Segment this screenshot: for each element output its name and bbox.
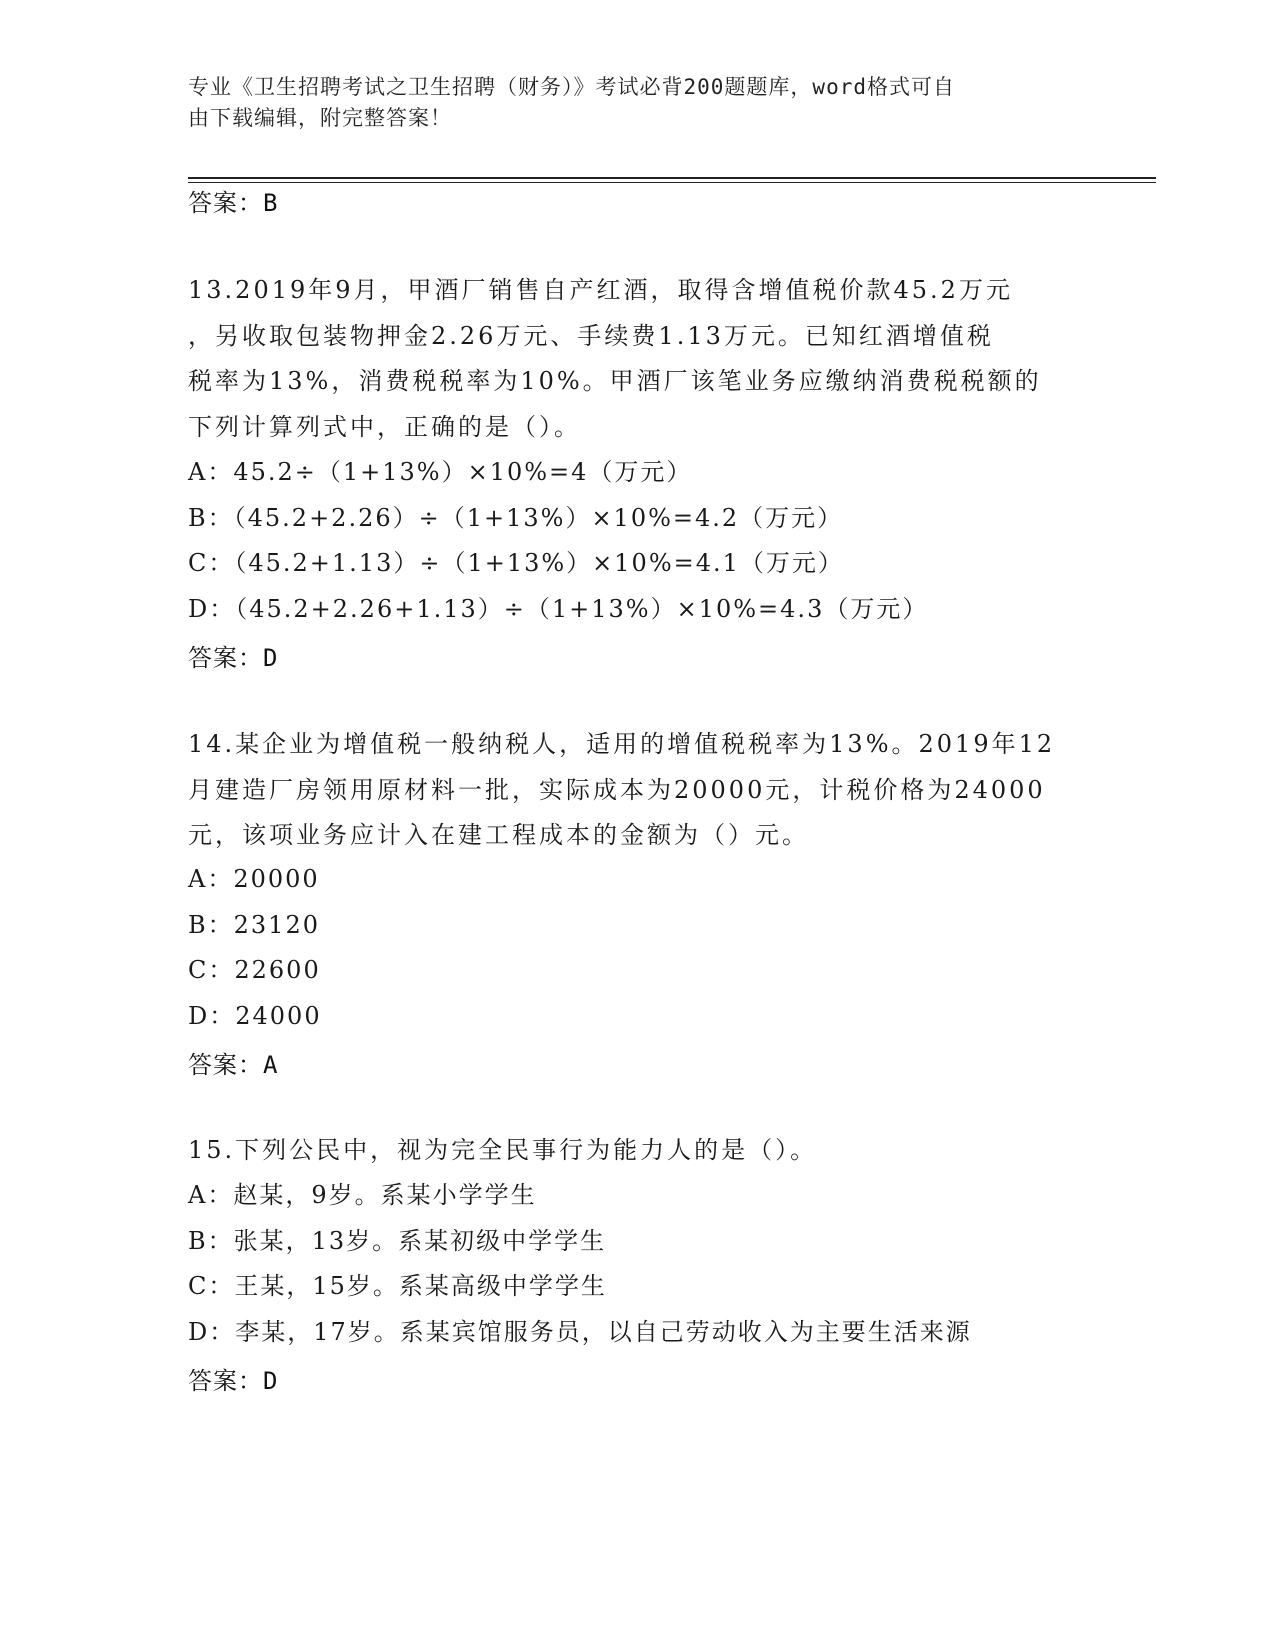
question-14-options — [188, 857, 1088, 1039]
header-line-2: 由下载编辑，附完整答案！ — [188, 106, 452, 130]
option-b: B：（45.2+2.26）÷（1+13%）×10%=4.2（万元） — [188, 503, 844, 532]
answer-15: 答案：D — [188, 1367, 279, 1395]
page-header — [188, 72, 1068, 134]
question-stem-line: 13.2019年9月，甲酒厂销售自产红酒，取得含增值税价款45.2万元 — [188, 276, 1013, 304]
question-13-stem — [188, 268, 1088, 450]
question-stem-line: 下列计算列式中，正确的是（）。 — [188, 412, 581, 441]
answer-13: 答案：D — [188, 644, 279, 672]
question-15-stem — [188, 1128, 1088, 1174]
question-stem-line: 元，该项业务应计入在建工程成本的金额为（）元。 — [188, 821, 809, 849]
answer-previous: 答案：B — [188, 189, 279, 217]
option-d: D：（45.2+2.26+1.13）÷（1+13%）×10%=4.3（万元） — [188, 594, 929, 623]
option-a: A：赵某，9岁。系某小学学生 — [188, 1181, 537, 1209]
question-stem-line: 15.下列公民中，视为完全民事行为能力人的是（）。 — [188, 1136, 818, 1164]
answer-14: 答案：A — [188, 1051, 279, 1079]
option-b: B：张某，13岁。系某初级中学学生 — [188, 1226, 607, 1255]
option-c: C：王某，15岁。系某高级中学学生 — [188, 1272, 607, 1300]
option-b: B：23120 — [188, 910, 320, 939]
question-stem-line: 税率为13%，消费税税率为10%。甲酒厂该笔业务应缴纳消费税税额的 — [188, 367, 1042, 395]
option-c: C：22600 — [188, 956, 321, 984]
option-d: D：李某，17岁。系某宾馆服务员，以自己劳动收入为主要生活来源 — [188, 1317, 972, 1346]
question-stem-line: ，另收取包装物押金2.26万元、手续费1.13万元。已知红酒增值税 — [188, 321, 994, 350]
question-15-options — [188, 1173, 1088, 1355]
option-a: A：20000 — [188, 865, 320, 893]
question-stem-line: 月建造厂房领用原材料一批，实际成本为20000元，计税价格为24000 — [188, 775, 1046, 804]
option-a: A：45.2÷（1+13%）×10%=4（万元） — [188, 458, 693, 486]
question-13-options — [188, 450, 1088, 632]
header-rule-thin — [188, 182, 1156, 183]
question-stem-line: 14.某企业为增值税一般纳税人，适用的增值税税率为13%。2019年12 — [188, 730, 1056, 758]
header-line-1: 专业《卫生招聘考试之卫生招聘（财务）》考试必背200题题库，word格式可自 — [188, 75, 955, 99]
option-d: D：24000 — [188, 1001, 322, 1030]
header-rule-thick — [188, 177, 1156, 179]
question-14-stem — [188, 722, 1088, 859]
option-c: C：（45.2+1.13）÷（1+13%）×10%=4.1（万元） — [188, 549, 844, 577]
